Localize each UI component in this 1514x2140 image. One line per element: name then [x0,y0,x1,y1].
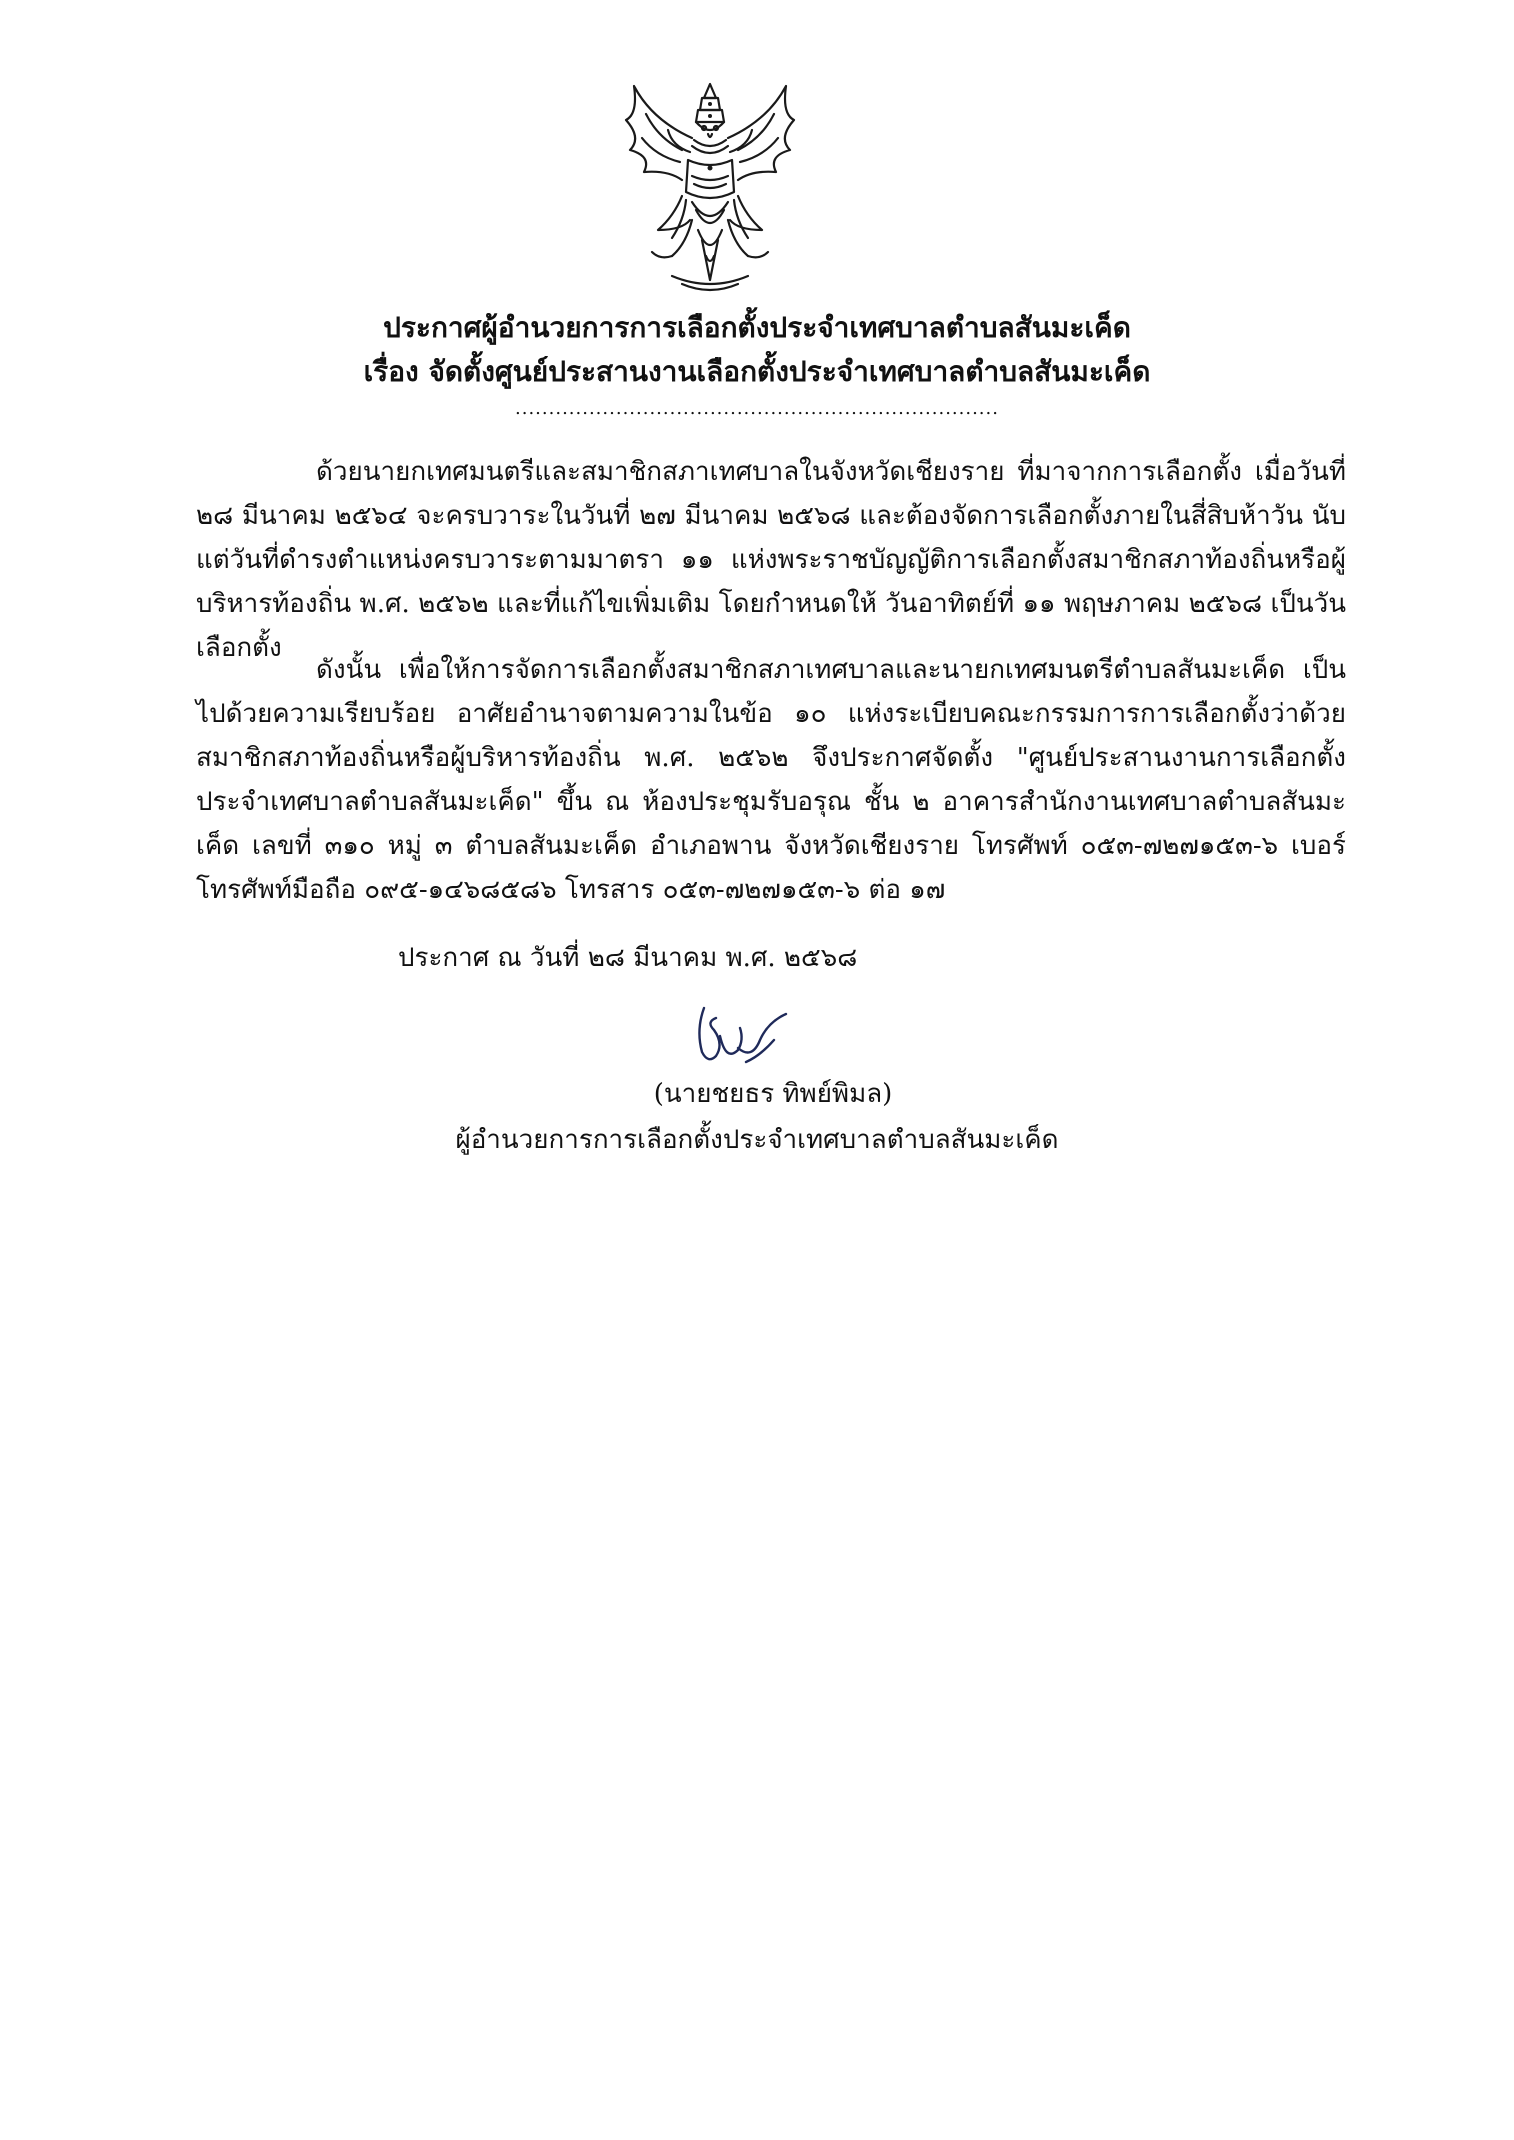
signer-position: ผู้อำนวยการการเลือกตั้งประจำเทศบาลตำบลสันมะเค็ด [455,1125,1059,1155]
signer-name [0,1074,1514,1114]
garuda-emblem-icon [612,80,808,300]
announcement-title: ประกาศผู้อำนวยการการเลือกตั้งประจำเทศบาลตำบลสันมะเค็ด [383,311,1131,344]
announcement-date: ประกาศ ณ วันที่ ๒๘ มีนาคม พ.ศ. ๒๕๖๘ [398,943,858,973]
signature-image [686,1000,796,1082]
signer-name-text: (นายชยธร ทิพย์พิมล) [653,1079,893,1109]
title-separator: ........................................................................ [515,398,999,419]
body-paragraph-1: ด้วยนายกเทศมนตรีและสมาชิกสภาเทศบาลในจังหวัดเชียงราย ที่มาจากการเลือกตั้ง เมื่อวันที่ ๒๘ มีนาคม ๒๕๖๔ จะครบวาระในวันที่ ๒๗ มีนาคม ๒๕๖๘ และต้องจัดการเลือกตั้งภายในสี่สิบห้าวัน นับแต่วันที่ดำรงตำแหน่งครบวาระตามมาตรา ๑๑ แห่งพระราชบัญญัติการเลือกตั้งสมาชิกสภาท้องถิ่นหรือผู้บริหารท้องถิ่น พ.ศ. ๒๕๖๒ และที่แก้ไขเพิ่มเติม โดยกำหนดให้ วันอาทิตย์ที่ ๑๑ พฤษภาคม ๒๕๖๘ เป็นวันเลือกตั้ง [196,457,1346,663]
body-paragraph-2: ดังนั้น เพื่อให้การจัดการเลือกตั้งสมาชิกสภาเทศบาลและนายกเทศมนตรีตำบลสันมะเค็ด เป็นไปด้วยความเรียบร้อย อาศัยอำนาจตามความในข้อ ๑๐ แห่งระเบียบคณะกรรมการการเลือกตั้งว่าด้วยสมาชิกสภาท้องถิ่นหรือผู้บริหารท้องถิ่น พ.ศ. ๒๕๖๒ จึงประกาศจัดตั้ง "ศูนย์ประสานงานการเลือกตั้งประจำเทศบาลตำบลสันมะเค็ด" ขึ้น ณ ห้องประชุมรับอรุณ ชั้น ๒ อาคารสำนักงานเทศบาลตำบลสันมะเค็ด เลขที่ ๓๑๐ หมู่ ๓ ตำบลสันมะเค็ด อำเภอพาน จังหวัดเชียงราย โทรศัพท์ ๐๕๓-๗๒๗๑๕๓-๖ เบอร์โทรศัพท์มือถือ ๐๙๕-๑๔๖๘๕๘๖ โทรสาร ๐๕๓-๗๒๗๑๕๓-๖ ต่อ ๑๗ [196,655,1346,905]
announcement-subject: เรื่อง จัดตั้งศูนย์ประสานงานเลือกตั้งประจำเทศบาลตำบลสันมะเค็ด [363,355,1151,388]
